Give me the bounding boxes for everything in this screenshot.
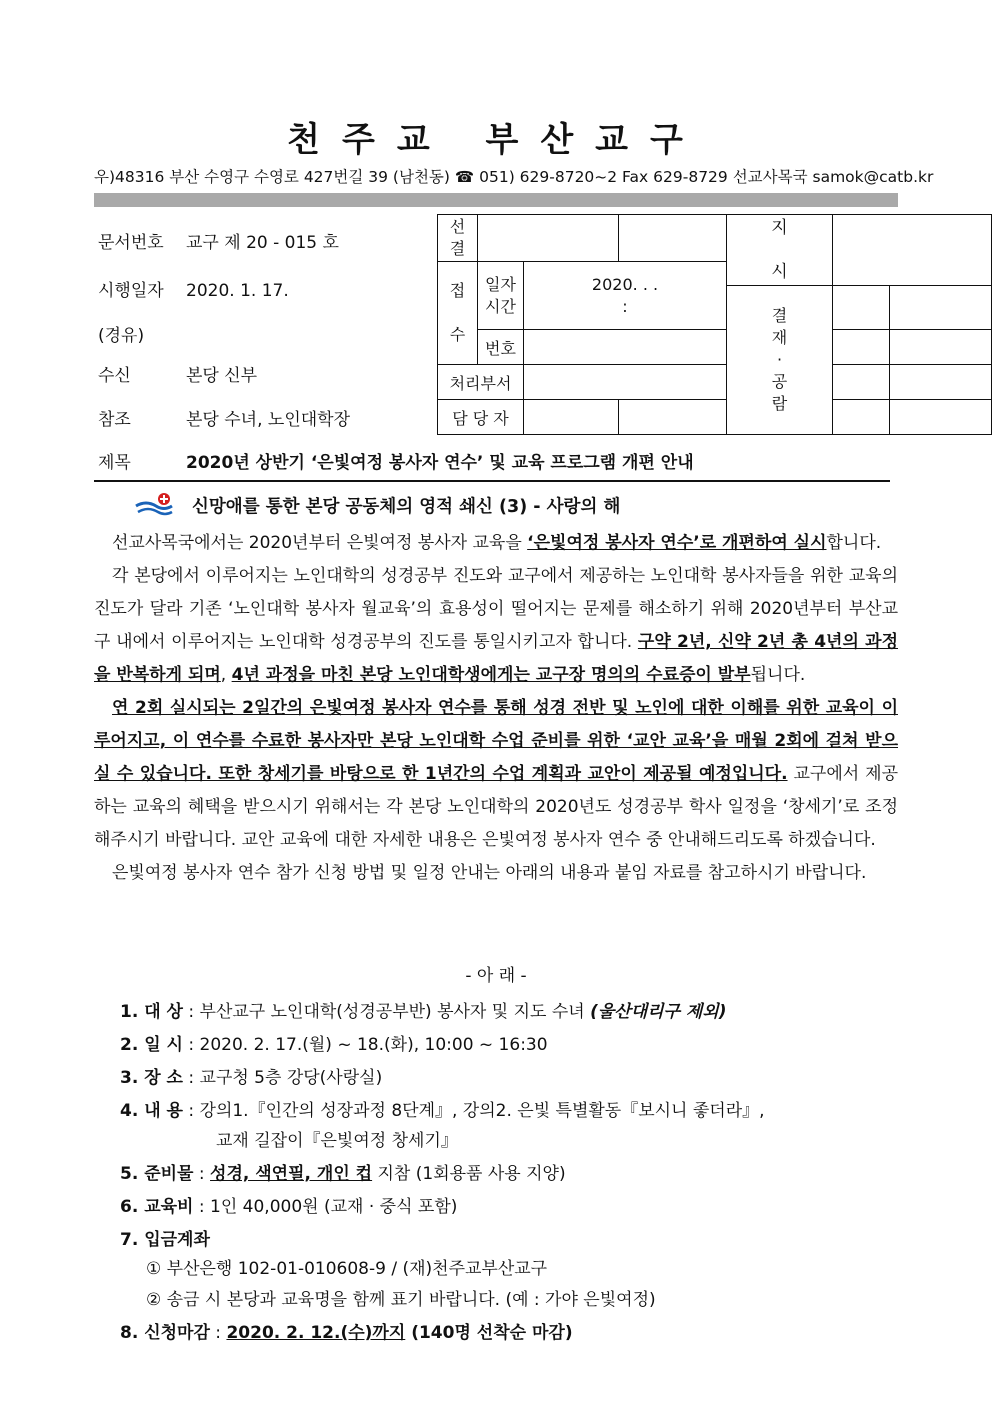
gyeoljae-slot	[833, 286, 890, 330]
gyeoljae-slot	[890, 286, 992, 330]
doc-number: 문서번호 교구 제 20 - 015 호	[98, 233, 339, 253]
dept-value	[524, 365, 727, 400]
gyeoljae-slot	[833, 330, 890, 365]
list-item: 3. 장 소 : 교구청 5층 강당(사랑실)	[120, 1068, 383, 1088]
sign-slot-2	[619, 215, 727, 262]
instruction-slot	[833, 215, 992, 286]
list-item: 1. 대 상 : 부산교구 노인대학(성경공부반) 봉사자 및 지도 수녀 (울산대리구 제외)	[120, 1002, 727, 1022]
list-item: 7. 입금계좌	[120, 1230, 210, 1250]
date-time-value: 2020. . . :	[524, 262, 727, 330]
page-title: 천주교 부산교구	[287, 120, 705, 160]
jeop-su-cell: 접 수	[438, 262, 478, 365]
address-line: 우)48316 부산 수영구 수영로 427번길 39 (남천동) ☎ 051) 629-8720~2 Fax 629-8729 선교사목국 samok@catb.kr	[94, 168, 934, 186]
number-label: 번호	[478, 330, 524, 365]
reference: 참조 본당 수녀, 노인대학장	[98, 410, 351, 430]
approval-table	[437, 214, 992, 435]
paragraph-4: 은빛여정 봉사자 연수 참가 신청 방법 및 일정 안내는 아래의 내용과 붙임 자료를 참고하시기 바랍니다.	[112, 863, 867, 883]
date-time-label: 일자 시간	[478, 262, 524, 330]
list-item: 5. 준비물 : 성경, 색연필, 개인 컵 지참 (1회용품 사용 지양)	[120, 1164, 566, 1184]
dept-label: 처리부서	[438, 365, 524, 400]
sign-slot-1	[478, 215, 619, 262]
gyeoljae-slot	[833, 400, 890, 435]
header-divider	[94, 193, 898, 207]
body-text	[94, 527, 898, 890]
gyeoljae-slot	[890, 400, 992, 435]
gyeoljae-slot	[890, 365, 992, 400]
paragraph-1: 선교사목국에서는 2020년부터 은빛여정 봉사자 교육을 ‘은빛여정 봉사자 연수’로 개편하여 실시합니다.	[112, 533, 882, 553]
person-slot-2	[619, 400, 727, 435]
list-item: 8. 신청마감 : 2020. 2. 12.(수)까지 (140명 선착순 마감)	[120, 1323, 573, 1343]
list-item-continuation: 교재 길잡이『은빛여정 창세기』	[216, 1131, 458, 1151]
account-info: ① 부산은행 102-01-010608-9 / (재)천주교부산교구	[146, 1259, 548, 1279]
subject-line: 제목 2020년 상반기 ‘은빛여정 봉사자 연수’ 및 교육 프로그램 개편 안내	[98, 453, 694, 473]
list-item: 6. 교육비 : 1인 40,000원 (교재 · 중식 포함)	[120, 1197, 458, 1217]
person-slot-1	[524, 400, 619, 435]
paragraph-2: 각 본당에서 이루어지는 노인대학의 성경공부 진도와 교구에서 제공하는 노인대학 봉사자들을 위한 교육의 진도가 달라 기존 ‘노인대학 봉사자 월교육’의 효용성이 떨어지는 문제를 해소하기 위해 2020년부터 부산교구 내에서 이루어지는 노인대학 성경공부의 진도를 통일시키고자 합니다. 구약 2년, 신약 2년 총 4년의 과정을 반복하게 되며, 4년 과정을 마친 본당 노인대학생에게는 교구장 명의의 수료증이 발부됩니다.	[94, 566, 898, 685]
via: (경유)	[98, 326, 145, 346]
below-heading: - 아 래 -	[465, 966, 527, 986]
remittance-note: ② 송금 시 본당과 교육명을 함께 표기 바랍니다. (예 : 가야 은빛여정)	[146, 1290, 656, 1310]
diocese-logo-icon	[134, 492, 174, 518]
list-item: 4. 내 용 : 강의1.『인간의 성장과정 8단계』, 강의2. 은빛 특별활동『보시니 좋더라』,	[120, 1101, 765, 1121]
issue-date: 시행일자 2020. 1. 17.	[98, 281, 289, 301]
recipient: 수신 본당 신부	[98, 366, 258, 386]
number-value	[524, 330, 727, 365]
gyeoljae-gongram-cell: 결 재 · 공 람	[727, 286, 833, 435]
gyeoljae-slot	[833, 365, 890, 400]
list-item: 2. 일 시 : 2020. 2. 17.(월) ~ 18.(화), 10:00 ~ 16:30	[120, 1035, 548, 1055]
seon-gyeol-cell: 선 결	[438, 215, 478, 262]
ji-si-cell: 지 시	[727, 215, 833, 286]
gyeoljae-slot	[890, 330, 992, 365]
person-label: 담 당 자	[438, 400, 524, 435]
subject-divider	[94, 480, 890, 482]
motto: 신망애를 통한 본당 공동체의 영적 쇄신 (3) - 사랑의 해	[192, 497, 621, 517]
paragraph-3: 연 2회 실시되는 2일간의 은빛여정 봉사자 연수를 통해 성경 전반 및 노인에 대한 이해를 위한 교육이 이루어지고, 이 연수를 수료한 봉사자만 본당 노인대학 수업 준비를 위한 ‘교안 교육’을 매월 2회에 걸쳐 받으실 수 있습니다. 또한 창세기를 바탕으로 한 1년간의 수업 계획과 교안이 제공될 예정입니다. 교구에서 제공하는 교육의 혜택을 받으시기 위해서는 각 본당 노인대학의 2020년도 성경공부 학사 일정을 ‘창세기’로 조정해주시기 바랍니다. 교안 교육에 대한 자세한 내용은 은빛여정 봉사자 연수 중 안내해드리도록 하겠습니다.	[94, 698, 898, 850]
